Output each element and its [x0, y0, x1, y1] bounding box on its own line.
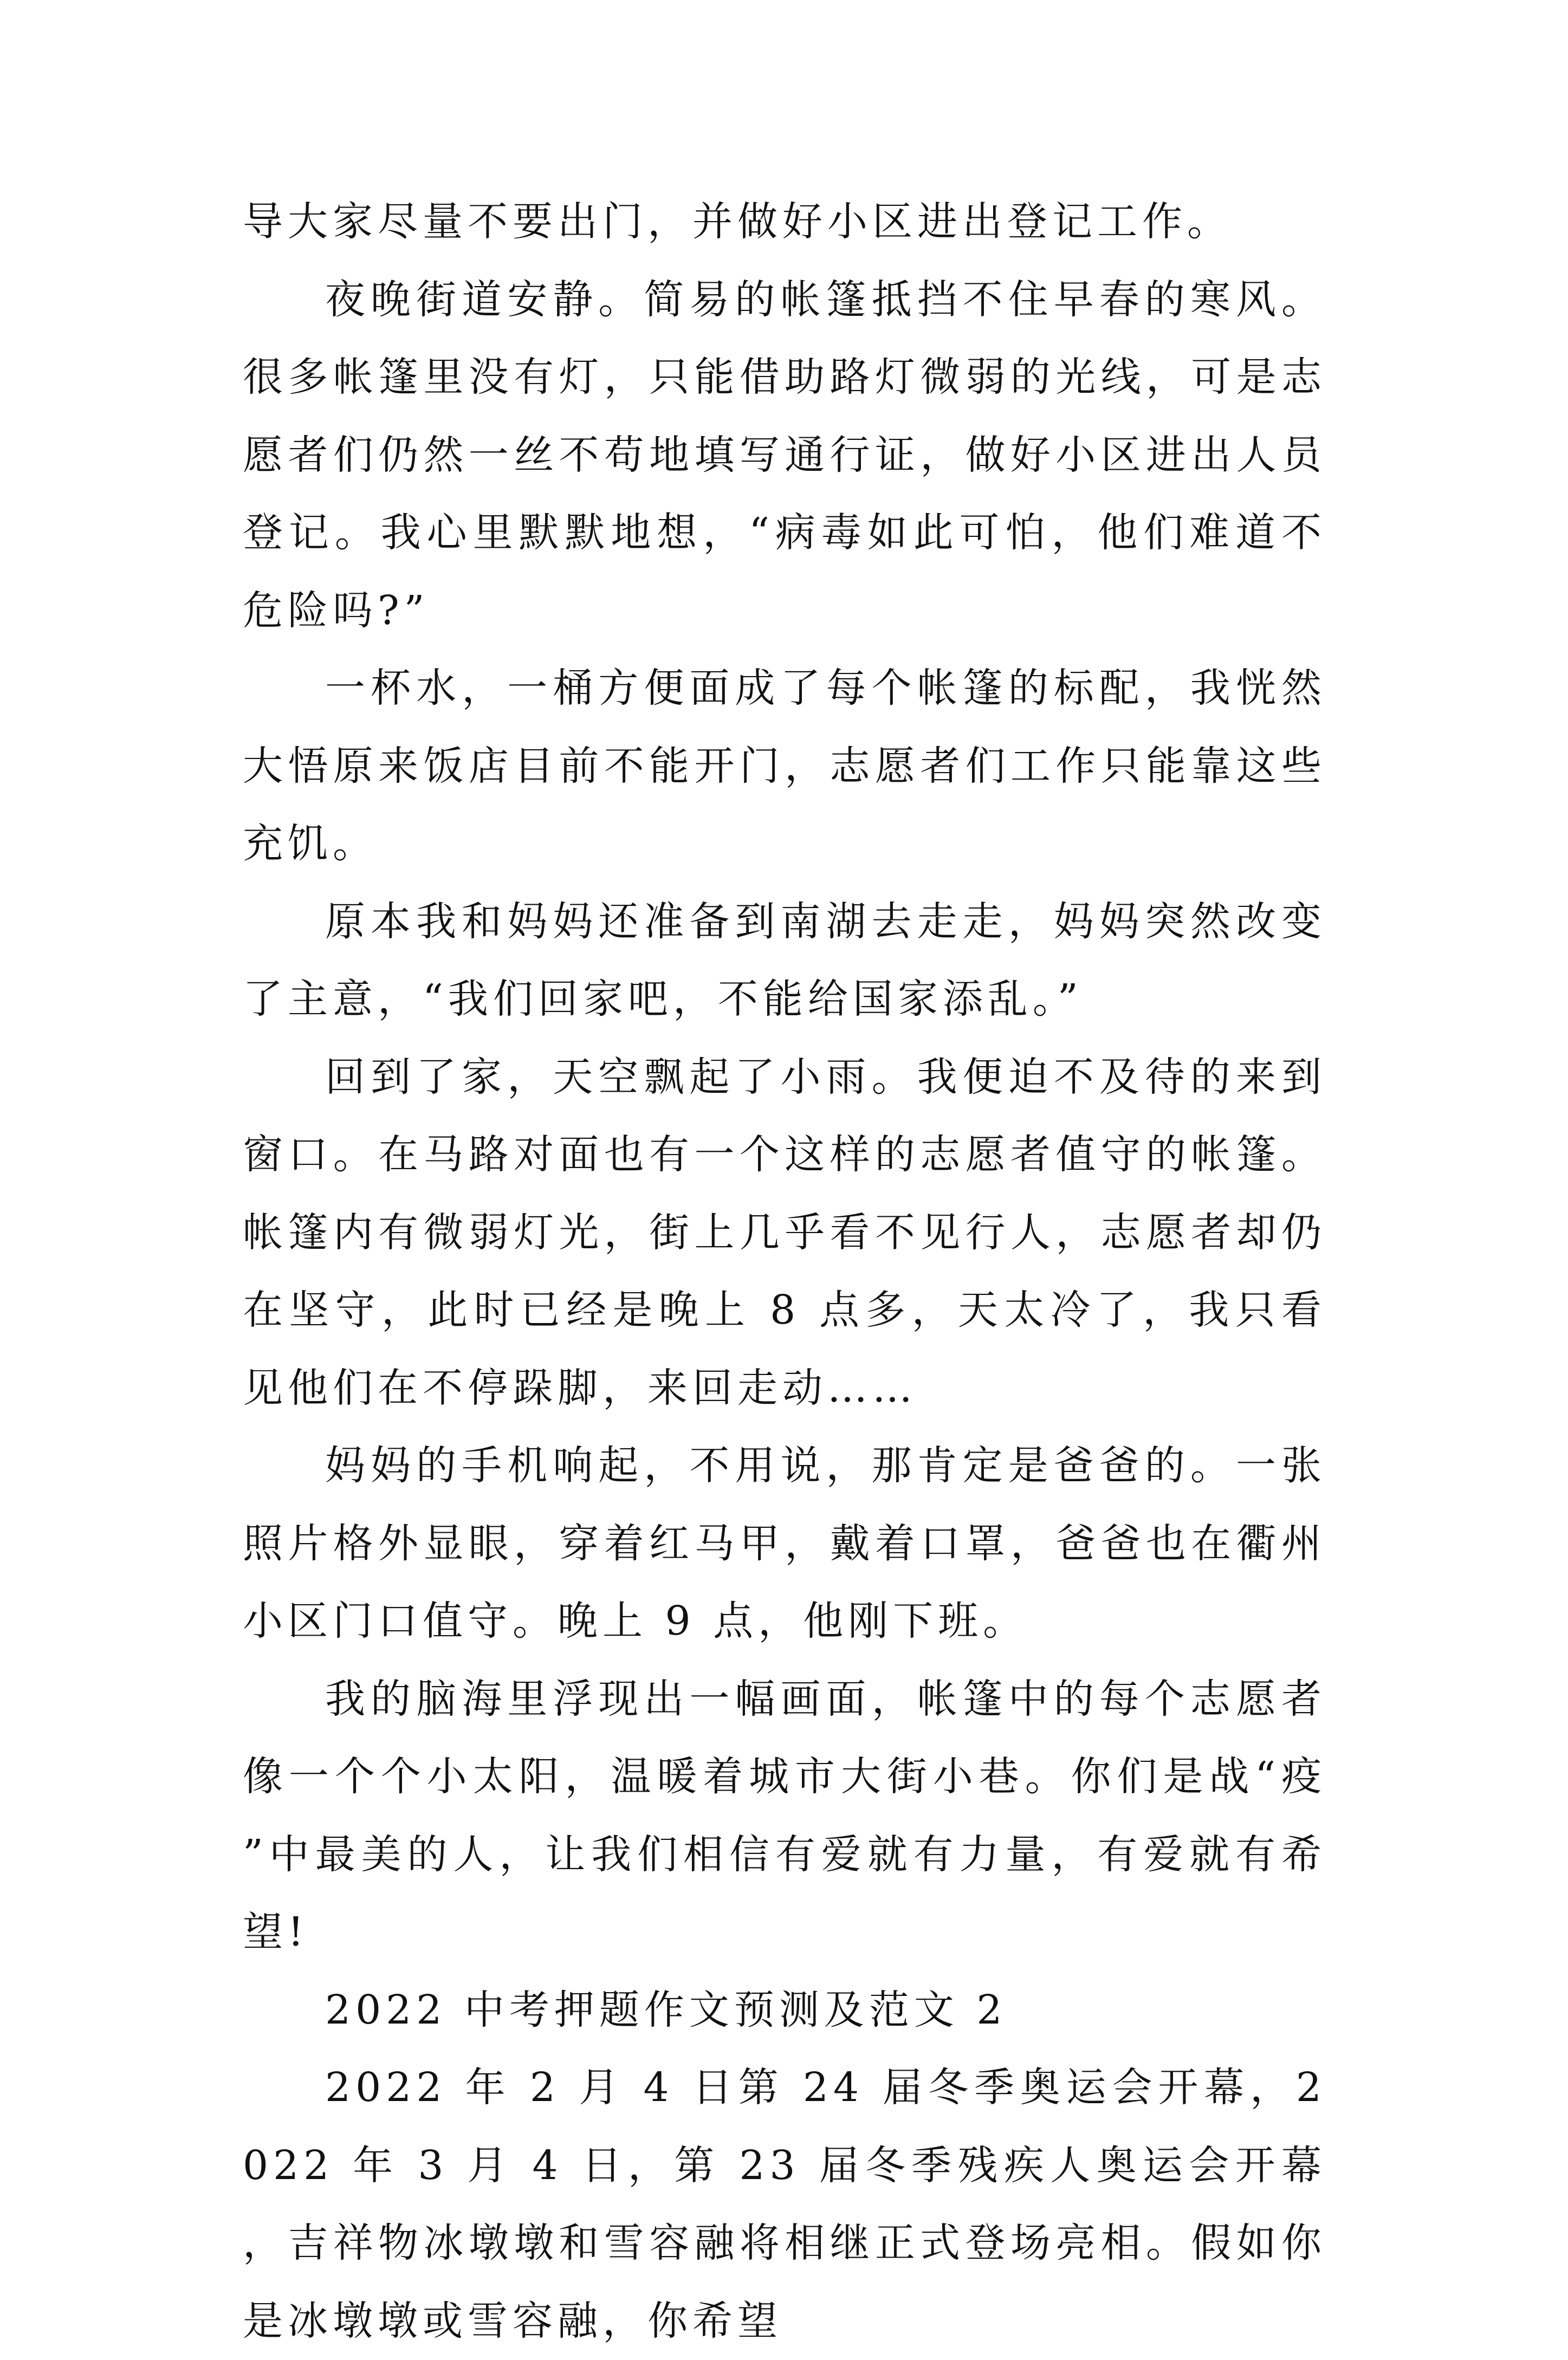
section-heading: 2022 中考押题作文预测及范文 2: [325, 1986, 1007, 2033]
paragraph-5: 回到了家，天空飘起了小雨。我便迫不及待的来到窗口。在马路对面也有一个这样的志愿者值守的帐篷。帐篷内有微弱灯光，街上几乎看不见行人，志愿者却仍在坚守，此时已经是晚上 8 点多，天太冷了，我只看见他们在不停跺脚，来回走动……: [243, 1053, 1326, 1411]
paragraph-6: 妈妈的手机响起，不用说，那肯定是爸爸的。一张照片格外显眼，穿着红马甲，戴着口罩，爸爸也在衢州小区门口值守。晚上 9 点，他刚下班。: [243, 1442, 1326, 1644]
paragraph-9: 2022 年 2 月 4 日第 24 届冬季奥运会开幕，2022 年 3 月 4 日，第 23 届冬季残疾人奥运会开幕，吉祥物冰墩墩和雪容融将相继正式登场亮相。假如你是冰墩墩或雪容融，你希望: [243, 2064, 1326, 2344]
paragraph-1: 导大家尽量不要出门，并做好小区进出登记工作。: [243, 198, 1232, 245]
document-body: [243, 183, 1326, 2360]
paragraph-4: 原本我和妈妈还准备到南湖去走走，妈妈突然改变了主意，“我们回家吧，不能给国家添乱。”: [243, 898, 1326, 1022]
paragraph-7: 我的脑海里浮现出一幅画面，帐篷中的每个志愿者像一个个小太阳，温暖着城市大街小巷。你们是战“疫”中最美的人，让我们相信有爱就有力量，有爱就有希望!: [243, 1675, 1326, 1955]
paragraph-3: 一杯水，一桶方便面成了每个帐篷的标配，我恍然大悟原来饭店目前不能开门，志愿者们工作只能靠这些充饥。: [243, 665, 1326, 867]
paragraph-2: 夜晚街道安静。简易的帐篷抵挡不住早春的寒风。很多帐篷里没有灯，只能借助路灯微弱的光线，可是志愿者们仍然一丝不苟地填写通行证，做好小区进出人员登记。我心里默默地想，“病毒如此可怕，他们难道不危险吗?”: [243, 276, 1326, 634]
